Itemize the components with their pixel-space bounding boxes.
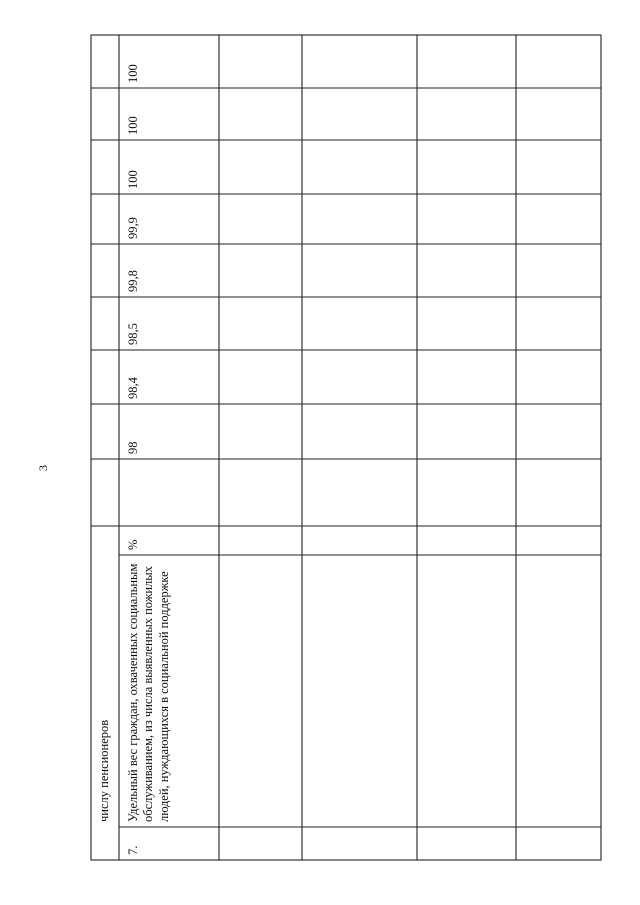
indicator-name-text: Удельный вес граждан, охваченных социальным обслуживанием, из числа выявленных пожилых людей, нуждающихся в социальной поддержке	[126, 563, 171, 822]
value-cell-text: 99,9	[126, 217, 140, 239]
unit	[119, 526, 219, 555]
unit-text: %	[126, 539, 140, 550]
value-cell	[119, 140, 219, 194]
value-cell	[119, 459, 219, 526]
value-cell	[119, 297, 219, 350]
page-number: 3	[36, 465, 50, 471]
value-cell-text: 98	[126, 441, 140, 454]
value-cell	[119, 404, 219, 459]
value-cell-text: 100	[126, 116, 140, 135]
value-cell	[119, 194, 219, 244]
value-cell-text: 98,5	[126, 323, 140, 345]
continuation-text: числу пенсионеров	[97, 719, 111, 822]
row-number	[119, 827, 219, 860]
value-cell-text: 99,8	[126, 270, 140, 292]
value-cell-text: 100	[126, 170, 140, 189]
value-cell-text: 98,4	[126, 377, 140, 399]
value-cell	[119, 244, 219, 297]
value-cell-text: 100	[126, 64, 140, 83]
row-number-text: 7.	[126, 845, 140, 855]
indicator-name	[119, 555, 219, 827]
value-cell	[119, 88, 219, 140]
continuation-cell	[91, 555, 119, 827]
value-cell	[119, 35, 219, 88]
value-cell	[119, 350, 219, 404]
